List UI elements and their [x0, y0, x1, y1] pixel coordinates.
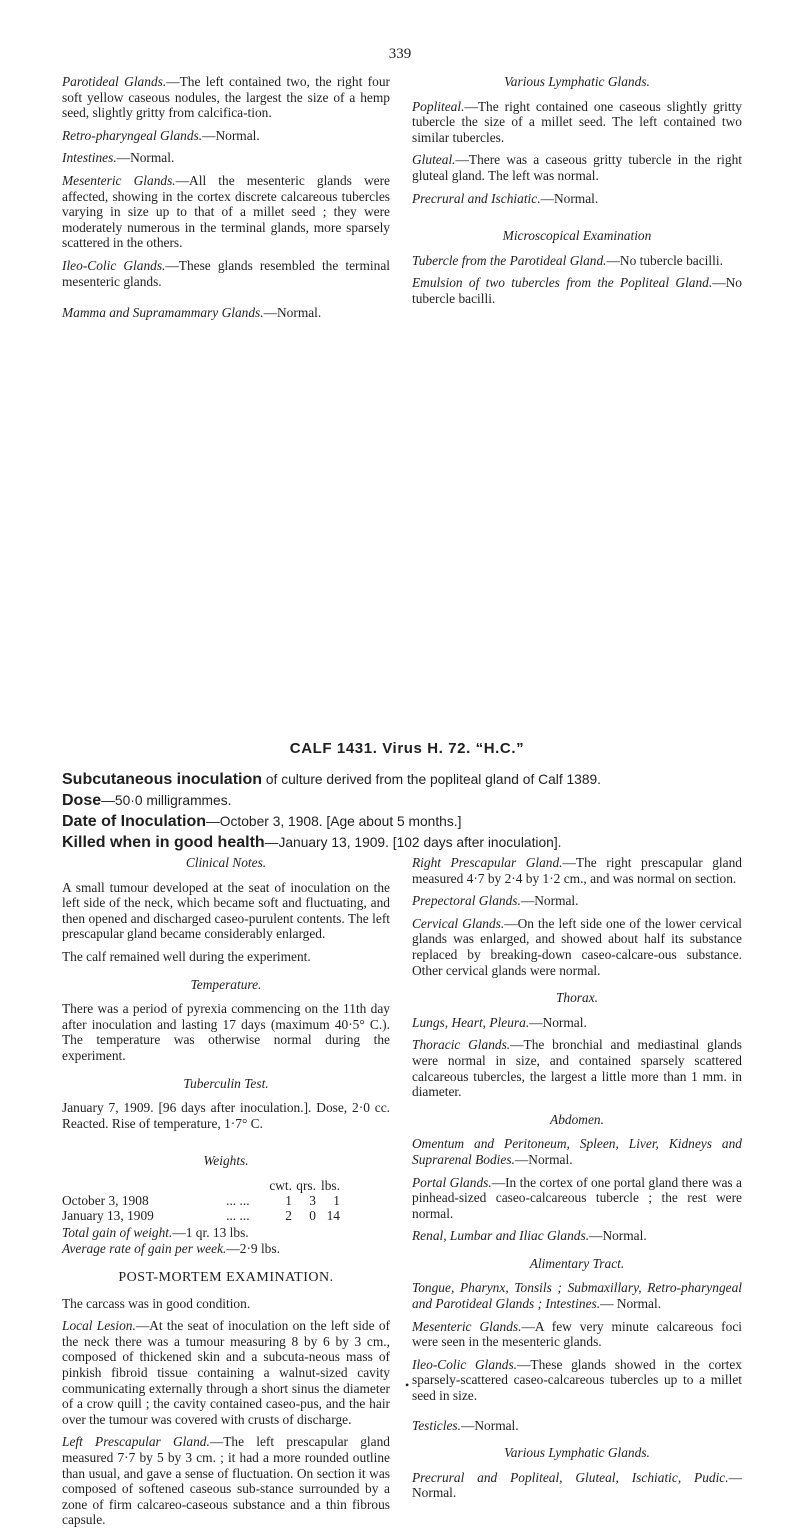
left-top-column: [62, 74, 390, 328]
para-head: Omentum and Peritoneum, Spleen, Liver, Kidneys and Suprarenal Bodies.: [412, 1136, 742, 1167]
paragraph: [412, 275, 742, 306]
section-heading: Abdomen.: [550, 1111, 604, 1127]
para-head: Mesenteric Glands.: [62, 172, 176, 188]
dose-text: —50·0 milligrammes.: [101, 793, 232, 808]
para-text: —In the cortex of one portal gland there was a pinhead-sized caseo-calcareous tubercle ; the rest were normal.: [412, 1174, 742, 1221]
para-text: —There was a caseous gritty tubercle in the right gluteal gland. The left was normal.: [412, 152, 742, 183]
para-text: —The bronchial and mediastinal glands were normal in size, and contained sparsely scattered calcareous tubercles, the largest a little more than 1 mm. in diameter.: [412, 1037, 742, 1100]
post-mortem-heading: POST-MORTEM EXAMINATION.: [118, 1270, 334, 1286]
table-row: [62, 1208, 390, 1223]
killed-line: [62, 834, 752, 851]
paragraph: [62, 258, 390, 289]
para-head: Right Prescapular Gland.: [412, 855, 563, 870]
paragraph: The calf remained well during the experiment.: [62, 948, 311, 964]
para-head: Retro-pharyngeal Glands.: [62, 127, 203, 143]
para-text: —The left prescapular gland measured 7·7 by 5 by 3 cm. ; it had a more rounded outline than usual, and gave a sense of fluctuation. On section it was composed of softened caseous sub-stance surrounded by a zone of firm calcareo-caseous substance and a thin fibrous capsule.: [62, 1434, 390, 1528]
killed-label: Killed when in good health: [62, 834, 265, 851]
para-text: —On the left side one of the lower cervical glands was enlarged, and showed about half its substance replaced by breaking-down caseo-calcare-ous substance. Other cervical glands were normal.: [412, 915, 742, 978]
section-heading: Microscopical Examination: [502, 228, 652, 244]
para-head: Ileo-Colic Glands.: [62, 257, 166, 273]
paragraph: [412, 855, 742, 886]
date-text: —October 3, 1908. [Age about 5 months.]: [206, 814, 462, 829]
section-heading: Thorax.: [555, 990, 599, 1006]
para-head: Tongue, Pharynx, Tonsils ; Submaxillary, Retro-pharyngeal and Parotideal Glands ; Intestines.: [412, 1280, 742, 1312]
para-text: —No tubercle bacilli.: [412, 275, 742, 306]
paragraph: [412, 1136, 742, 1167]
para-text: —Normal.: [529, 1014, 587, 1030]
paragraph: [412, 1470, 742, 1501]
inoculation-line: [62, 771, 752, 788]
dose-line: [62, 792, 752, 809]
section-heading: Alimentary Tract.: [529, 1255, 625, 1271]
para-text: —No tubercle bacilli.: [606, 252, 723, 268]
total-gain-value: —1 qr. 13 lbs.: [172, 1224, 249, 1240]
date-label: Date of Inoculation: [62, 813, 206, 830]
weight-lbs: 14: [326, 1207, 340, 1223]
para-head: Popliteal.: [412, 98, 465, 114]
para-text: —Normal.: [540, 190, 599, 206]
para-head: Intestines.: [62, 150, 117, 166]
unit-qrs: qrs.: [296, 1177, 316, 1193]
total-gain-label: Total gain of weight.: [62, 1224, 173, 1240]
date-line: [62, 813, 752, 830]
para-text: —These glands resembled the terminal mesenteric glands.: [62, 257, 390, 289]
calf-header: [62, 740, 752, 855]
para-head: Testicles.: [412, 1417, 461, 1433]
para-text: — Normal.: [412, 1469, 742, 1501]
weight-lbs: 1: [333, 1192, 340, 1208]
para-head: Ileo-Colic Glands.: [412, 1356, 518, 1372]
paragraph: [412, 191, 742, 207]
para-text: —Normal.: [202, 127, 260, 143]
para-text: —All the mesenteric glands were affected, showing in the cortex discrete calcareous tubercles varying in size up to that of a millet seed ; they were moderately numerous in the terminal glands, more sparsely scattered in the others.: [62, 172, 390, 251]
weight-dots: ... ...: [226, 1192, 250, 1208]
paragraph: [62, 1434, 390, 1528]
para-head: Tubercle from the Parotideal Gland.: [412, 252, 607, 268]
para-text: —The right prescapular gland measured 4·7 by 2·4 by 1·2 cm., and was normal on section.: [412, 855, 742, 886]
section-heading: Various Lymphatic Glands.: [504, 1445, 650, 1461]
weight-cwt: 2: [285, 1207, 292, 1223]
killed-text: —January 13, 1909. [102 days after inoculation].: [264, 835, 562, 850]
para-text: —The left contained two, the right four soft yellow caseous nodules, the largest the size of a hemp seed, slightly gritty from calcifica-tion.: [62, 74, 390, 121]
inoculation-text: of culture derived from the popliteal gland of Calf 1389.: [262, 772, 602, 787]
paragraph: [412, 916, 742, 978]
paragraph: [412, 99, 742, 146]
para-head: Cervical Glands.: [412, 915, 505, 931]
dose-label: Dose: [62, 792, 102, 809]
para-head: Portal Glands.: [412, 1174, 492, 1190]
average-gain-label: Average rate of gain per week.: [62, 1240, 227, 1256]
calf-title: CALF 1431. Virus H. 72. “H.C.”: [289, 740, 525, 757]
section-heading: Various Lymphatic Glands.: [504, 74, 650, 89]
paragraph: [412, 1357, 742, 1404]
average-gain-value: —2·9 lbs.: [226, 1240, 280, 1256]
paragraph: [62, 173, 390, 251]
paragraph: [412, 1037, 742, 1099]
para-head: Renal, Lumbar and Iliac Glands.: [412, 1228, 590, 1244]
para-text: —A few very minute calcareous foci were seen in the mesenteric glands.: [412, 1318, 742, 1350]
weight-date: January 13, 1909: [62, 1207, 154, 1223]
paragraph: [412, 253, 742, 269]
left-bottom-column: [62, 855, 390, 1535]
page-number: 339: [388, 46, 412, 62]
para-head: Precrural and Popliteal, Gluteal, Ischiatic, Pudic.: [412, 1469, 729, 1485]
paragraph: [412, 1280, 742, 1311]
total-gain: [62, 1225, 390, 1241]
para-head: Precrural and Ischiatic.: [412, 190, 541, 206]
table-row: [62, 1193, 390, 1208]
paragraph: [62, 74, 390, 121]
paragraph: [62, 150, 390, 166]
para-text: —Normal.: [514, 1151, 573, 1167]
para-text: —These glands showed in the cortex sparsely-scattered caseo-calcareous tubercles up to a millet seed in size.: [412, 1356, 742, 1404]
right-bottom-column: [412, 855, 742, 1508]
para-text: —Normal.: [520, 893, 579, 909]
para-head: Local Lesion.: [62, 1318, 136, 1334]
weights-units-row: [62, 1178, 390, 1193]
paragraph: A small tumour developed at the seat of inoculation on the left side of the neck, which became soft and fluctuating, and then opened and discharged caseo-purulent contents. The left prescapular gland became considerably enlarged.: [62, 879, 390, 942]
para-head: Parotideal Glands.: [62, 74, 167, 89]
para-text: —Normal.: [116, 150, 175, 166]
inoculation-label: Subcutaneous inoculation: [62, 771, 263, 788]
para-head: Prepectoral Glands.: [412, 893, 521, 909]
para-head: Mesenteric Glands.: [412, 1318, 522, 1334]
para-head: Lungs, Heart, Pleura.: [412, 1014, 530, 1030]
para-head: Emulsion of two tubercles from the Popliteal Gland.: [412, 275, 713, 291]
para-text: — Normal.: [600, 1296, 662, 1312]
para-text: —Normal.: [589, 1228, 647, 1244]
paragraph: January 7, 1909. [96 days after inoculation.]. Dose, 2·0 cc. Reacted. Rise of temperature, 1·7° C.: [62, 1100, 390, 1131]
right-top-column: [412, 74, 742, 314]
paragraph: [412, 1015, 742, 1031]
paragraph: [412, 1418, 742, 1434]
paragraph: [412, 152, 742, 183]
para-text: —At the seat of inoculation on the left side of the neck there was a tumour measuring 8 by 6 by 3 cm., composed of thickened skin and a subcuta-neous mass of pinkish fibroid tissue containing a walnut-sized cavity communicating externally through a short sinus the diameter of a crow quill ; the cavity contained caseo-pus, and the hair over the tumour was covered with crusts of discharge.: [62, 1318, 390, 1427]
unit-lbs: lbs.: [321, 1177, 340, 1193]
paragraph: There was a period of pyrexia commencing on the 11th day after inoculation and lasting 17 days (maximum 40·5° C.). The temperature was otherwise normal during the experiment.: [62, 1001, 390, 1063]
footer-mark: •: [405, 1378, 410, 1392]
average-gain: [62, 1241, 390, 1257]
weight-qrs: 3: [309, 1192, 316, 1208]
para-head: Mamma and Supramammary Glands.: [62, 305, 264, 321]
para-head: Thoracic Glands.: [412, 1037, 511, 1053]
para-text: —The right contained one caseous slightly gritty tubercle the size of a millet seed. The left contained two similar tubercles.: [412, 98, 742, 145]
paragraph: The carcass was in good condition.: [62, 1295, 251, 1311]
paragraph: [412, 1228, 742, 1244]
paragraph: [412, 1319, 742, 1350]
para-head: Left Prescapular Gland.: [62, 1434, 210, 1450]
weight-cwt: 1: [285, 1192, 292, 1208]
unit-cwt: cwt.: [269, 1177, 292, 1193]
section-heading: Weights.: [203, 1153, 249, 1169]
weight-dots: ... ...: [226, 1207, 250, 1223]
weight-date: October 3, 1908: [62, 1192, 149, 1208]
paragraph: [62, 128, 390, 144]
paragraph: [62, 1318, 390, 1427]
paragraph: [412, 1175, 742, 1222]
para-text: —Normal.: [263, 305, 322, 321]
para-text: —Normal.: [460, 1417, 519, 1433]
para-head: Gluteal.: [412, 152, 456, 168]
weights-table: [62, 1178, 390, 1223]
paragraph: [412, 893, 742, 909]
section-heading: Temperature.: [190, 976, 262, 992]
weight-qrs: 0: [309, 1207, 316, 1223]
section-heading: Tuberculin Test.: [183, 1075, 269, 1091]
paragraph: [62, 305, 390, 321]
section-heading: Clinical Notes.: [185, 855, 267, 870]
